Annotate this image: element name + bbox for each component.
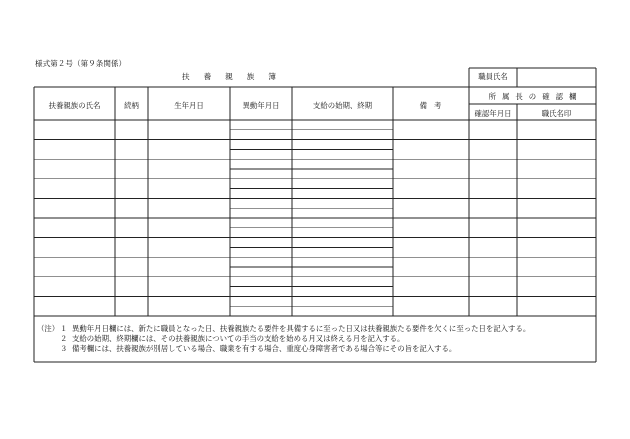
- note-2-text: 支給の始期、終期欄には、その扶養親族についての手当の支給を始める月又は終える月を記入する。: [72, 334, 405, 343]
- note-3-number: ３: [60, 344, 68, 353]
- header-confirm: 所属長の確認欄: [488, 92, 583, 101]
- form-label: 様式第２号（第９条関係）: [35, 59, 127, 68]
- note-2-number: ２: [60, 334, 68, 343]
- note-1-number: １: [60, 324, 68, 333]
- header-name: 扶養親族の氏名: [48, 101, 101, 110]
- header-change-date: 異動年月日: [242, 101, 280, 110]
- staff-name-field[interactable]: [519, 73, 595, 83]
- staff-name-label: 職員氏名: [478, 72, 508, 81]
- note-1-text: 異動年月日欄には、新たに職員となった日、扶養親族たる要件を具備するに至った日又は扶養親族たる要件を欠くに至った日を記入する。: [72, 324, 531, 333]
- notes-prefix: （注）: [37, 324, 60, 333]
- header-relation: 続柄: [124, 101, 139, 110]
- header-remarks: 備考: [419, 101, 449, 110]
- note-3-text: 備考欄には、扶養親族が別居している場合、職業を有する場合、重度心身障害者である場合等にその旨を記入する。: [72, 344, 457, 353]
- header-birth: 生年月日: [174, 101, 204, 110]
- form-title: 扶養親族簿: [182, 72, 290, 81]
- header-pay-period: 支給の始期、終期: [312, 101, 373, 110]
- header-confirm-date: 確認年月日: [474, 109, 512, 118]
- header-confirm-seal: 職氏名印: [541, 109, 572, 118]
